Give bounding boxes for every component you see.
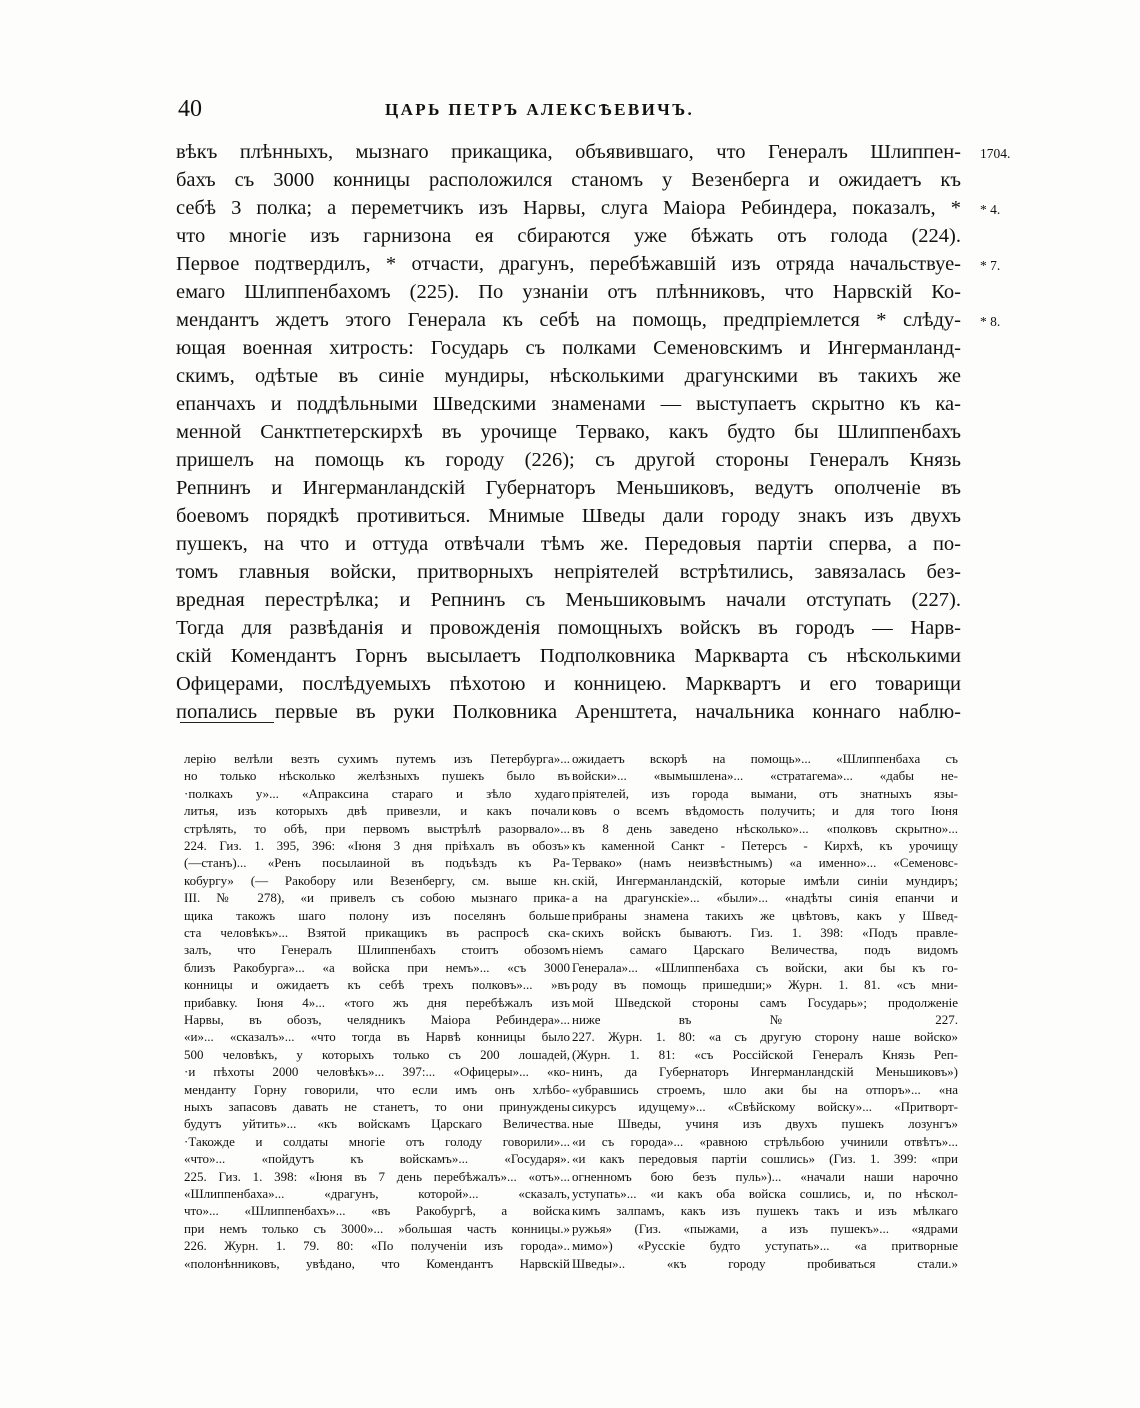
margin-note: * 4.	[980, 202, 1001, 217]
footnote-line: ниже въ № 227.	[572, 1012, 958, 1027]
footnote-line: а на драгунскіе»... «были»... «надѣты синія епанчи и	[572, 890, 958, 906]
footnote-line: ·полкахъ у»... «Апраксина стараго и зѣло худаго	[184, 785, 570, 801]
footnote-line: при немъ только съ 3000»... »большая часть конницы.»	[184, 1220, 570, 1236]
footnote-line: прибраны знамена такихъ же цвѣтовъ, какъ у Швед-	[572, 907, 958, 923]
text-line: Первое подтвердилъ, * отчасти, драгунъ, перебѣжавшій изъ отряда начальствуе-	[176, 253, 961, 275]
footnote-line: «Шлиппенбаха»... «драгунъ, которой»... «сказалъ,	[184, 1186, 570, 1201]
footnote-line: ные Шведы, учиня изъ двухъ пушекъ лозунгъ»	[572, 1116, 958, 1132]
footnote-line: 224. Гиз. 1. 395, 396: «Іюня 3 дня пріѣхалъ въ обозъ»	[184, 838, 570, 853]
text-line: попались первые въ руки Полковника Аренштета, начальника коннаго наблю-	[176, 701, 961, 723]
footnote-line: Тервако» (намъ неизвѣстнымъ) «а именно»... «Семеновс-	[572, 855, 958, 871]
footnote-line: «и съ города»... «равною стрѣльбою учинили отвѣтъ»...	[572, 1133, 958, 1149]
margin-note: 1704.	[980, 146, 1011, 161]
footnote-line: скихъ войскъ бываютъ. Гиз. 1. 398: «Подъ правле-	[572, 925, 958, 940]
footnote-rule	[180, 722, 274, 723]
footnote-line: ·Такожде и солдаты многіе отъ голоду говорили»...	[184, 1133, 570, 1149]
footnote-line: кимъ залпамъ, какъ изъ пушекъ такъ и изъ мѣлкаго	[572, 1203, 958, 1219]
footnote-line: сикурсъ идущему»... «Свѣйскому войску»... «Притворт-	[572, 1099, 958, 1114]
footnote-line: кобургу» (— Ракобору или Везенбергу, см. выше кн.	[184, 872, 570, 888]
text-line: емаго Шлиппенбахомъ (225). По узнаніи отъ плѣнниковъ, что Нарвскій Ко-	[176, 281, 961, 303]
text-line: боевомъ порядкѣ противиться. Мнимые Шведы дали городу знакъ изъ двухъ	[176, 505, 961, 527]
footnote-line: близъ Ракобурга»... «а войска при немъ»... «съ 3000	[184, 959, 570, 975]
footnote-line: ожидаетъ вскорѣ на помощь»... «Шлиппенбаха съ	[572, 751, 958, 766]
footnote-line: прибавку. Іюня 4»... «того жъ дня перебѣжалъ изъ	[184, 994, 570, 1010]
footnote-line: стрѣлять, то обѣ, при первомъ выстрѣлѣ разорвало»...	[184, 820, 570, 836]
footnote-line: что»... «Шлиппенбахъ»... «въ Ракобургѣ, а войска	[184, 1203, 570, 1219]
footnote-line: мимо») «Русскіе будто уступать»... «а притворные	[572, 1238, 958, 1254]
text-line: ющая военная хитрость: Государь съ полками Семеновскимъ и Ингерманланд-	[176, 337, 961, 359]
footnote-line: Шведы».. «къ городу пробиваться стали.»	[572, 1255, 958, 1271]
footnote-line: литья, изъ которыхъ двѣ привезли, и какъ почали	[184, 803, 570, 819]
text-line: пушекъ, на что и оттуда отвѣчали тѣмъ же. Передовыя партіи сперва, а по-	[176, 533, 961, 555]
footnote-line: менданту Горну говорили, что если имъ онъ хлѣбо-	[184, 1081, 570, 1097]
text-line: Репнинъ и Ингерманландскій Губернаторъ Меньшиковъ, ведутъ ополченіе въ	[176, 477, 961, 499]
text-line: вѣкъ плѣнныхъ, мызнаго прикащика, объявившаго, что Генералъ Шлиппен-	[176, 141, 961, 163]
footnote-line: ста человѣкъ»... Взятой прикащикъ въ распросѣ ска-	[184, 925, 570, 940]
text-line: скимъ, одѣтые въ синіе мундиры, нѣсколькими драгунскими въ такихъ же	[176, 365, 961, 387]
footnote-line: но только нѣсколько желѣзныхъ пушекъ было въ	[184, 768, 570, 784]
footnote-line: залъ, что Генералъ Шлиппенбахъ стоитъ обозомъ	[184, 942, 570, 958]
footnote-line: роду въ помощь пришедши;» Журн. 1. 81. «съ мни-	[572, 977, 958, 993]
text-line: томъ главныя войски, притворныхъ непріятелей встрѣтились, завязалась без-	[176, 561, 961, 583]
text-line: себѣ 3 полка; а переметчикъ изъ Нарвы, слуга Маіора Ребиндера, показалъ, *	[176, 197, 961, 219]
page-number: 40	[178, 96, 202, 122]
footnote-line: «убравшись строемъ, шло аки бы на отпоръ»... «на	[572, 1081, 958, 1097]
footnote-line: 227. Журн. 1. 80: «а съ другую сторону наше войско»	[572, 1029, 958, 1045]
footnote-line: (Журн. 1. 81: «съ Россійской Генералъ Князь Реп-	[572, 1046, 958, 1062]
text-line: что многіе изъ гарнизона ея сбираются уже бѣжать отъ голода (224).	[176, 225, 961, 247]
running-title: ЦАРЬ ПЕТРЪ АЛЕКСѢЕВИЧЪ.	[385, 100, 695, 119]
footnote-line: Генерала»... «Шлиппенбаха съ войски, аки бы къ го-	[572, 959, 958, 975]
footnote-line: «и»... «сказалъ»... «что тогда въ Нарвѣ конницы было	[184, 1029, 570, 1045]
text-line: Тогда для развѣданія и провожденія помощныхъ войскъ въ городъ — Нарв-	[176, 617, 961, 639]
footnote-line: огненномъ бою безъ пуль»)... «начали наши нарочно	[572, 1168, 958, 1184]
footnote-line: ·и пѣхоты 2000 человѣкъ»... 397:... «Офицеры»... «ко-	[184, 1064, 570, 1080]
footnote-line: ковъ о всемъ вѣдомость получить; и для того Іюня	[572, 803, 958, 819]
footnote-line: щика такожъ шаго полону изъ поселянъ больше	[184, 907, 570, 923]
footnote-line: ныхъ запасовъ давать не станетъ, то они принуждены	[184, 1099, 570, 1114]
footnote-line: Нарвы, въ обозъ, челядникъ Маіора Ребиндера»...	[184, 1012, 570, 1027]
footnote-line: лерію велѣли везть сухимъ путемъ изъ Петербурга»...	[184, 751, 570, 766]
text-line: мендантъ ждетъ этого Генерала къ себѣ на помощь, предпріемлется * слѣду-	[176, 309, 961, 331]
text-line: вредная перестрѣлка; и Репнинъ съ Меньшиковымъ начали отступать (227).	[176, 589, 961, 611]
text-line: епанчахъ и поддѣльными Шведскими знаменами — выступаетъ скрытно къ ка-	[176, 393, 961, 415]
footnote-line: «и какъ передовыя партіи сошлись» (Гиз. 1. 399: «при	[572, 1151, 958, 1167]
footnote-line: «полонѣнниковъ, увѣдано, что Комендантъ Нарвскій	[184, 1255, 570, 1271]
text-line: пришелъ на помощь къ городу (226); съ другой стороны Генералъ Князь	[176, 449, 961, 471]
footnote-line: къ каменной Санкт - Петерсъ - Кирхѣ, къ урочищу	[572, 838, 958, 853]
margin-note: * 7.	[980, 258, 1001, 273]
footnote-line: конницы и ожидаетъ къ себѣ трехъ полковъ»... »въ	[184, 977, 570, 993]
margin-note: * 8.	[980, 314, 1001, 329]
footnote-line: 225. Гиз. 1. 398: «Іюня въ 7 день перебѣжалъ»... «отъ»...	[184, 1168, 570, 1184]
footnote-line: «что»... «пойдутъ къ войскамъ»... «Государя».	[184, 1151, 570, 1167]
text-line: менной Санктпетерскирхѣ въ урочище Тервако, какъ будто бы Шлиппенбахъ	[176, 421, 961, 443]
text-line: скій Комендантъ Горнъ высылаетъ Подполковника Маркварта съ нѣсколькими	[176, 645, 961, 667]
text-line: бахъ съ 3000 конницы расположился станомъ у Везенберга и ожидаетъ къ	[176, 169, 961, 191]
footnote-line: ніемъ самаго Царскаго Величества, подъ видомъ	[572, 942, 958, 958]
footnote-line: III. № 278), «и привелъ съ собою мызнаго прика-	[184, 890, 570, 906]
footnote-line: будутъ уйтить»... «къ войскамъ Царскаго Величества.	[184, 1116, 570, 1132]
footnote-line: мой Шведской стороны самъ Государь»; продолженіе	[572, 994, 958, 1010]
footnote-line: въ 8 день заведено нѣсколько»... «полковъ скрытно»...	[572, 820, 958, 836]
footnote-line: нинъ, да Губернаторъ Ингерманландскій Меньшиковъ»)	[572, 1064, 958, 1080]
footnote-line: 226. Журн. 1. 79. 80: «По полученіи изъ города»..	[184, 1238, 570, 1254]
footnote-line: 500 человѣкъ, у которыхъ только съ 200 лошадей,	[184, 1046, 570, 1062]
footnote-line: войски»... «вымышлена»... «стратагема»... «дабы не-	[572, 768, 958, 784]
footnote-line: (—станъ)... «Ренъ посылаиной въ подъѣздъ къ Ра-	[184, 855, 570, 871]
footnote-line: скій, Ингерманландскій, которые имѣли синіи мундиръ;	[572, 872, 958, 888]
footnote-line: ружья» (Гиз. «пыжами, а изъ пушекъ»... «ядрами	[572, 1220, 958, 1236]
footnote-line: пріятелей, изъ города вымани, отъ знатныхъ язы-	[572, 785, 958, 801]
text-line: Офицерами, послѣдуемыхъ пѣхотою и конницею. Марквартъ и его товарищи	[176, 673, 961, 695]
footnote-line: уступать»... «и какъ оба войска сошлись, и, по нѣскол-	[572, 1186, 958, 1201]
